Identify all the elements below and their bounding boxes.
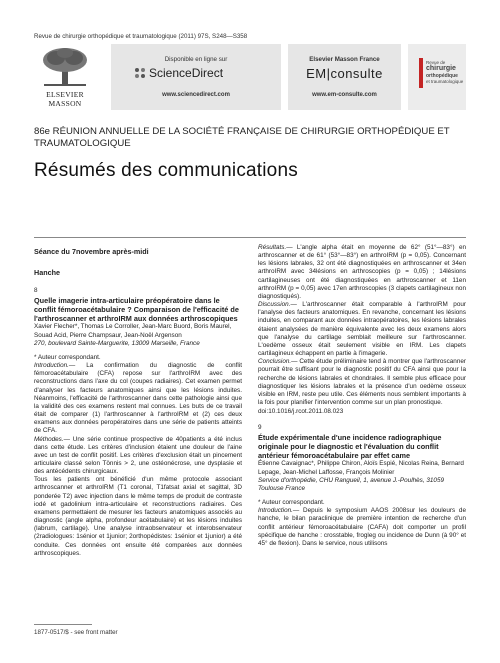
paragraph-heading: Conclusion. — [258, 358, 292, 366]
paragraph-text: — L'arthroscanner était comparable à l'arthroIRM pour l'analyse des facteurs anatomiques. En revanche, concernant les lésions induites, en comparant aux données intraopératoires, les lésions labrales étaient analysées de manière équivalente avec les deux examens alors que l'analyse du cartilage semblait meilleure sur l'arthroscanner. L'oedème osseux était seulement visible en IRM. Les clapets cartilagineux échappent en partie à l'imagerie. — [258, 301, 466, 358]
abstract-title: Quelle imagerie intra-articulaire préopératoire dans le conflit fémoroacétabulaire ? Comparaison de l'efficacité de l'arthroscanner et arthroIRM aux données arthroscopiques — [34, 296, 239, 324]
footer-issn: 1877-0517/$ - see front matter — [34, 629, 118, 636]
paragraph-heading: Introduction. — [34, 362, 69, 370]
abstract-number: 8 — [34, 287, 38, 295]
publisher-banner — [34, 44, 466, 110]
elsevier-wordmark: ELSEVIER — [46, 90, 84, 99]
paragraph-text: — L'angle alpha était en moyenne de 62° (51°—83°) en arthroscanner et de 61° (53°—83°) en arthroIRM (p = 0,05). Concernant les lésions labrales, 32 ont été diagnostiquées en arthroscanner et 34en arthroIRM avec 34lésions en arthroscopies (p = 0,05) ; 14lésions cartilagineuses ont été diagnostiquées en arthroscanner et 11en arthroIRM (p = 0,05) avec 17en arthroscopies (3 clapets cartilagineux non diagnostiqués). — [258, 244, 466, 300]
sciencedirect-box — [111, 44, 281, 110]
em-consulte-title: Elsevier Masson France — [309, 56, 380, 63]
paragraph-text: Tous les patients ont bénéficié d'un même protocole associant arthroscanner et arthroIRM (T1 coronal, T1fatsat axial et sagittal, 3D ponderée T2) avec injection dans le même temps de produit de contraste iodé et gadolinium intra-articulaire et reconstructions radiaires. Ces examens permettaient de mesurer les facteurs anatomiques associés au diagnostic (angle alpha, profondeur acétabulaire) et les lésions induites (labrum, cartilage). Une analyse intraobservateur et interobservateur (2radiologues: 1sénior et 1junior; 2orthopédistes: 1sénior et 1junior) a été conduite. Ces données ont ensuite été comparées aux données arthroscopiques. — [34, 476, 242, 557]
paragraph-text: — Cette étude préliminaire tend à montrer que l'arthroscanner pourrait être suffisant pour le diagnostic positif du CFA ainsi que pour la recherche de lésions labrales et chondrales. Il semble plus efficace pour diagnostiquer les lésions labrales et la présence d'un oedème osseux visible en IRM, reste peu utile. Ces éléments nous semblent importants à la fois pour planifier l'intervention comme sur un plan pronostique. — [258, 358, 466, 406]
abstract-authors: Étienne Cavaignac*, Philippe Chiron, Aloïs Espié, Nicolas Reina, Bernard Lepage, Jean-Michel Laffosse, François Molinier — [258, 460, 464, 476]
masson-wordmark: MASSON — [48, 99, 82, 108]
doi-link[interactable]: doi:10.1016/j.rcot.2011.08.023 — [258, 408, 344, 416]
journal-cover-thumbnail — [408, 44, 466, 110]
journal-citation: Revue de chirurgie orthopédique et traumatologique (2011) 97S, S248—S358 — [34, 33, 248, 40]
sciencedirect-icon — [133, 66, 147, 80]
title-divider — [34, 237, 466, 238]
left-column — [34, 244, 242, 558]
paragraph-heading: Méthodes. — [34, 435, 64, 443]
paragraph-text: — Depuis le symposium AAOS 2008sur les douleurs de hanche, le bilan paraclinique de première intention de recherche d'un conflit antérieur fémoroacétabulaire (CAFA) doit comporter un profil spécifique de hanche : crosstable, frogleg ou incidence de Dunn (à 90° et 45° de flexion). Dans le service, nous utilisons — [258, 507, 466, 547]
abstract-paragraph — [258, 507, 466, 548]
abstract-title: Étude expérimentale d'une incidence radiographique originale pour le diagnostic et l'évaluation du conflit antérieur fémoroacétabulaire par effet came — [258, 433, 442, 461]
cover-line-2: chirurgie — [426, 65, 456, 72]
paragraph-heading: Résultats. — [258, 244, 287, 251]
sciencedirect-available-text: Disponible en ligne sur — [164, 56, 228, 63]
cover-line-4: et traumatologique — [426, 79, 464, 84]
paragraph-heading: Discussion. — [258, 301, 291, 309]
abstract-affiliation: 270, boulevard Sainte-Marguerite, 13009 Marseille, France — [34, 339, 200, 347]
page-title: Résumés des communications — [34, 160, 298, 181]
abstract-paragraph — [34, 362, 242, 435]
em-consulte-logo: EM|consulte — [306, 66, 383, 81]
em-consulte-url[interactable]: www.em-consulte.com — [312, 92, 377, 98]
congress-line-2: TRAUMATOLOGIQUE — [34, 138, 131, 149]
sciencedirect-logo: ScienceDirect — [149, 66, 224, 80]
cover-line-3: orthopédique — [426, 73, 458, 79]
session-heading: Séance du 7novembre après-midi — [34, 247, 149, 256]
paragraph-text: — Une série continue prospective de 40patients a été inclus dans cette étude. Les critères d'inclusion étaient une douleur de l'aine avec un test de conflit positif. Les critères d'exclusion était un pincement articulaire classé selon Tönnis > 2, une ostéonécrose, une dysplasie et des antécédents chirurgicaux. — [34, 435, 242, 476]
paragraph-text: — La confirmation du diagnostic de conflit fémoroacétabulaire (CFA) repose sur l'arthroIRM avec des reconstructions dans l'axe du col (coupes radiaires). Cet examen permet d'analyser les facteurs anatomiques ainsi que les lésions induites. Néanmoins, l'efficacité de l'arthroscanner dans cette pathologie ainsi que la validité des ces examens restent mal connues. Les buts de ce travail était de comparer (1) l'arthroscanner à l'arthroIRM et (2) ces deux examens aux données peropératoires dans une série de patients atteints de CFA. — [34, 362, 242, 435]
cover-line-1: Revue de — [426, 60, 446, 65]
abstract-affiliation: Service d'orthopédie, CHU Rangueil, 1, avenue J.-Poulhès, 31059 Toulouse France — [258, 476, 444, 492]
corresponding-author-note: * Auteur correspondant. — [34, 353, 101, 361]
abstract-number: 9 — [258, 424, 262, 432]
tree-logo-icon — [40, 46, 90, 88]
em-consulte-box — [288, 44, 401, 110]
footer-divider — [34, 624, 92, 625]
abstract-authors: Xavier Flecher*, Thomas Le Corroller, Jean-Marc Buord, Boris Maurel, Souad Acid, Pierre Champsaur, Jean-Noël Argenson — [34, 323, 232, 339]
congress-line-1: 86e RÉUNION ANNUELLE DE LA SOCIÉTÉ FRANÇAISE DE CHIRURGIE ORTHOPÉDIQUE ET — [34, 126, 450, 137]
paragraph-heading: Introduction. — [258, 507, 293, 515]
right-column — [258, 244, 466, 548]
section-heading: Hanche — [34, 268, 60, 278]
cover-accent-bar — [419, 58, 423, 88]
abstract-paragraph — [258, 244, 466, 301]
congress-heading — [34, 126, 466, 150]
elsevier-masson-logo — [34, 44, 96, 110]
corresponding-author-note: * Auteur correspondant. — [258, 499, 325, 507]
spacer — [258, 416, 466, 424]
abstract-paragraph — [258, 358, 466, 407]
sciencedirect-url[interactable]: www.sciencedirect.com — [162, 92, 230, 98]
abstract-paragraph — [34, 436, 242, 477]
abstract-paragraph — [258, 301, 466, 358]
abstract-paragraph — [34, 476, 242, 558]
